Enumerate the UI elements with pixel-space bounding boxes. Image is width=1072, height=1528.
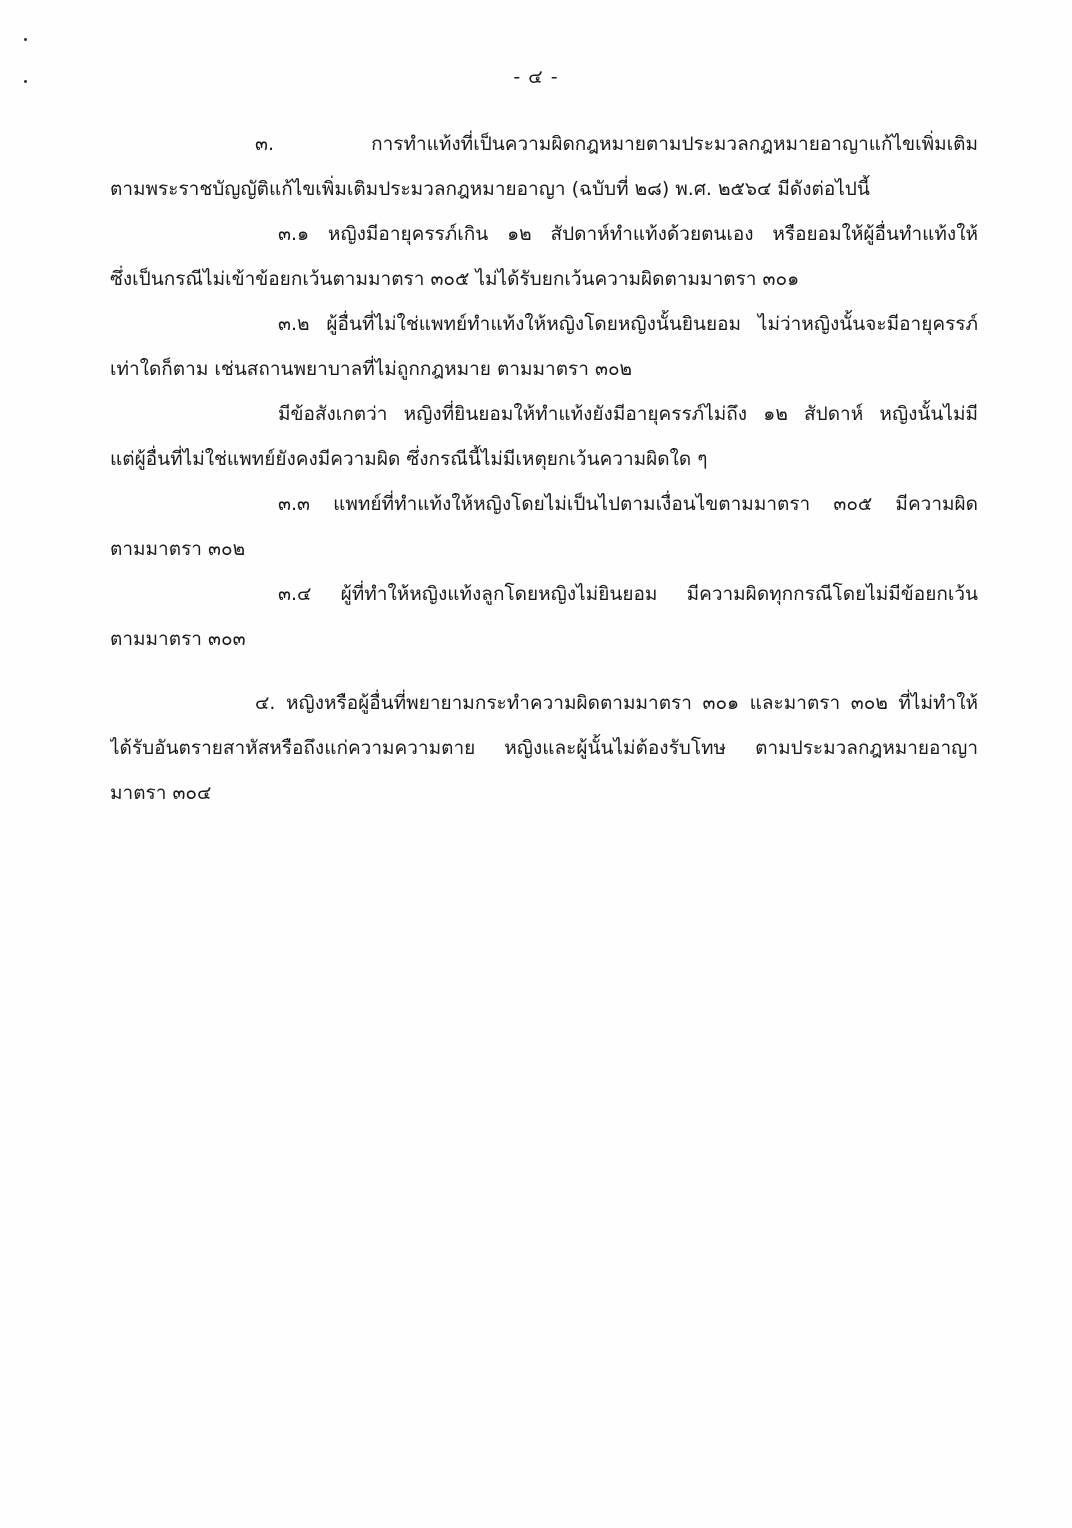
- paragraph-line: ตามมาตรา ๓๐๒: [110, 538, 246, 560]
- paragraph-line: ได้รับอันตรายสาหัสหรือถึงแก่ความความตาย หญิงและผู้นั้นไม่ต้องรับโทษ ตามประมวลกฎหมายอาญา: [110, 737, 978, 759]
- paragraph-gap: [110, 662, 978, 681]
- paragraph-line: มีข้อสังเกตว่า หญิงที่ยินยอมให้ทำแท้งยังมีอายุครรภ์ไม่ถึง ๑๒ สัปดาห์ หญิงนั้นไม่มี: [278, 403, 978, 425]
- paragraph-line: ๓.๑ หญิงมีอายุครรภ์เกิน ๑๒ สัปดาห์ทำแท้งด้วยตนเอง หรือยอมให้ผู้อื่นทำแท้งให้: [278, 223, 978, 245]
- paragraph-line: ๓. การทำแท้งที่เป็นความผิดกฎหมายตามประมวลกฎหมายอาญาแก้ไขเพิ่มเติม: [255, 133, 978, 155]
- document-body: [110, 122, 978, 816]
- paragraph-line: ๓.๒ ผู้อื่นที่ไม่ใช่แพทย์ทำแท้งให้หญิงโดยหญิงนั้นยินยอม ไม่ว่าหญิงนั้นจะมีอายุครรภ์: [278, 313, 978, 335]
- paragraph-line: ๔. หญิงหรือผู้อื่นที่พยายามกระทำความผิดตามมาตรา ๓๐๑ และมาตรา ๓๐๒ ที่ไม่ทำให้: [255, 692, 978, 714]
- paragraph-line: ตามมาตรา ๓๐๓: [110, 628, 246, 650]
- paragraph-line: เท่าใดก็ตาม เช่นสถานพยาบาลที่ไม่ถูกกฎหมาย ตามมาตรา ๓๐๒: [110, 358, 633, 380]
- page-number: - ๔ -: [513, 66, 559, 88]
- paragraph-line: ๓.๔ ผู้ที่ทำให้หญิงแท้งลูกโดยหญิงไม่ยินยอม มีความผิดทุกกรณีโดยไม่มีข้อยกเว้น: [278, 583, 978, 605]
- scan-artifact-dot: [24, 38, 27, 41]
- paragraph-line: ตามพระราชบัญญัติแก้ไขเพิ่มเติมประมวลกฎหมายอาญา (ฉบับที่ ๒๘) พ.ศ. ๒๕๖๔ มีดังต่อไปนี้: [110, 178, 870, 200]
- paragraph-line: มาตรา ๓๐๔: [110, 782, 212, 804]
- paragraph-line: ซึ่งเป็นกรณีไม่เข้าข้อยกเว้นตามมาตรา ๓๐๕ ไม่ได้รับยกเว้นความผิดตามมาตรา ๓๐๑: [110, 268, 800, 290]
- paragraph-line: ๓.๓ แพทย์ที่ทำแท้งให้หญิงโดยไม่เป็นไปตามเงื่อนไขตามมาตรา ๓๐๕ มีความผิด: [278, 493, 978, 515]
- paragraph-line: แต่ผู้อื่นที่ไม่ใช่แพทย์ยังคงมีความผิด ซึ่งกรณีนี้ไม่มีเหตุยกเว้นความผิดใด ๆ: [110, 448, 708, 470]
